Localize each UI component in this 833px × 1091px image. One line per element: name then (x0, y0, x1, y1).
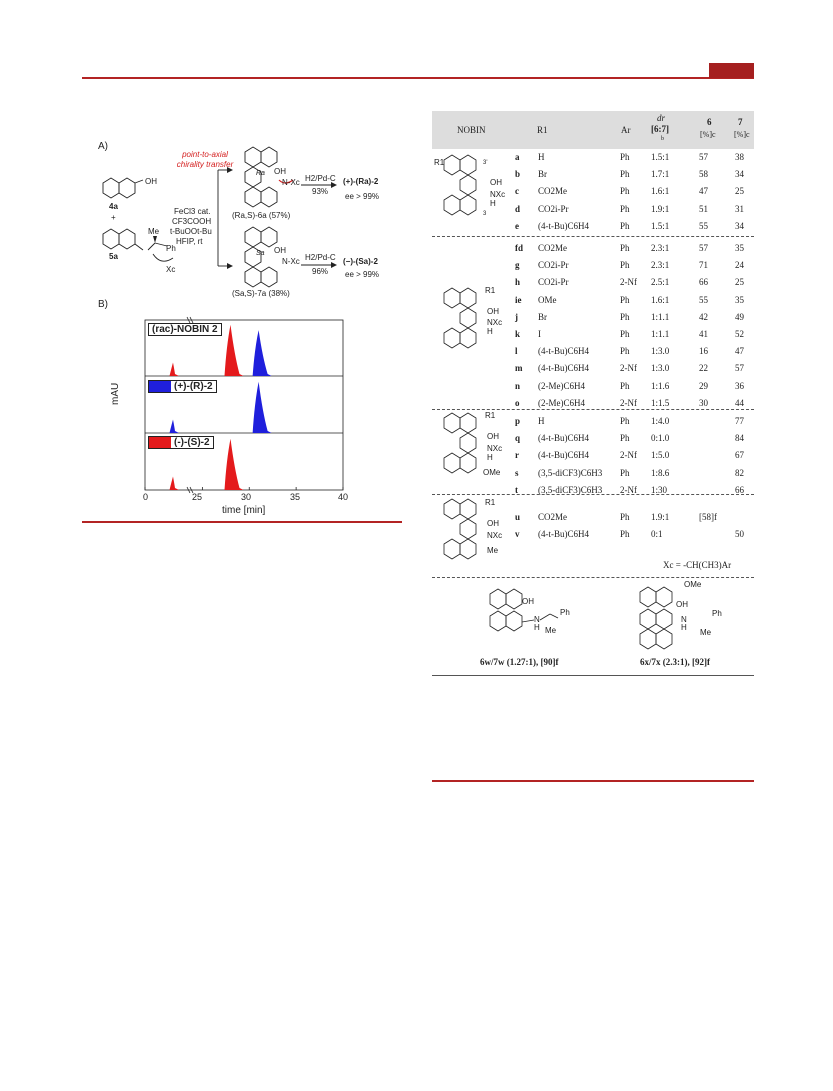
table-row (432, 309, 754, 327)
hplc-x-label: time [min] (222, 505, 266, 516)
cmpd6w-n: N (534, 615, 540, 624)
ar-cell: Ph (620, 152, 630, 162)
table-row (432, 183, 754, 201)
dr-cell: 1:5.0 (651, 450, 670, 461)
r1-cell: (2-Me)C6H4 (538, 397, 585, 408)
ar-cell: 2-Nf (620, 397, 637, 408)
hplc-peak (170, 420, 180, 434)
table-row (432, 509, 754, 527)
table-row (432, 292, 754, 310)
legend-r-text: (+)-(R)-2 (174, 381, 213, 392)
table-row (432, 360, 754, 378)
table-row (432, 526, 754, 544)
ar-cell: Ph (620, 433, 630, 444)
ar-cell: Ph (620, 329, 630, 339)
struct2-h: H (487, 327, 493, 336)
table-row (432, 166, 754, 184)
dr-cell: 2.3:1 (651, 260, 670, 271)
yield-6-cell: [58]f (699, 512, 717, 522)
yield-7-cell: 49 (735, 311, 744, 322)
table-bottom-rule (432, 675, 754, 676)
ph-label: Ph (166, 244, 176, 253)
r1-cell: (4-t-Bu)C6H4 (538, 220, 589, 231)
entry-id: q (515, 433, 521, 444)
ar-cell: Ph (620, 243, 630, 253)
legend-r-swatch (149, 381, 171, 392)
yield-7-cell: 84 (735, 433, 744, 444)
table-row (432, 257, 754, 275)
yield-7-cell: 36 (735, 380, 744, 391)
entry-id: b (515, 169, 521, 180)
dr-cell: 1:1.1 (651, 311, 670, 322)
x-tick-40: 40 (338, 492, 349, 502)
entry-id: u (515, 512, 521, 522)
struct2-nxc: NXc (487, 318, 503, 327)
compound-4a-label: 4a (109, 202, 118, 211)
yield-7-cell: 38 (735, 152, 744, 162)
table-row (432, 413, 754, 431)
r1-cell: (3,5-diCF3)C6H3 (538, 484, 603, 495)
yield-7-cell: 34 (735, 169, 744, 180)
legend-s-swatch (149, 437, 171, 448)
ar-cell: Ph (620, 346, 630, 357)
reagent-line-2: CF3COOH (172, 217, 212, 226)
cmpd6w-h: H (534, 623, 540, 632)
entry-id: c (515, 186, 519, 197)
entry-id: o (515, 397, 520, 408)
dr-cell: 1.7:1 (651, 169, 670, 180)
yield-7-cell: 66 (735, 484, 744, 495)
dr-cell: 2.5:1 (651, 277, 670, 288)
header-r1: R1 (537, 125, 548, 135)
header-dr-ratio: [6:7] (651, 124, 669, 134)
header-rule (82, 77, 754, 79)
r1-cell: CO2i-Pr (538, 203, 569, 214)
table-row (432, 465, 754, 483)
dr-cell: 1.5:1 (651, 220, 670, 231)
hplc-peak (225, 325, 244, 376)
ar-cell: Ph (620, 203, 630, 214)
struct4-r1: R1 (485, 498, 496, 507)
r1-cell: H (538, 152, 545, 162)
top-yield: 93% (312, 187, 329, 196)
yield-6-cell: 55 (699, 220, 708, 231)
cmpd6x-me: Me (700, 628, 712, 637)
cmpd6w-ph: Ph (560, 608, 570, 617)
yield-7-cell: 31 (735, 203, 744, 214)
compound-6w-caption: 6w/7w (1.27:1), [90]f (480, 657, 559, 667)
table-row (432, 201, 754, 219)
entry-id: k (515, 329, 521, 339)
header-nobin: NOBIN (457, 125, 486, 135)
axis-break (187, 317, 193, 493)
yield-7-cell: 34 (735, 220, 744, 231)
dr-cell: 1:1.5 (651, 397, 670, 408)
group-separator-3 (432, 494, 754, 495)
yield-6-cell: 57 (699, 243, 708, 253)
yield-6-cell: 41 (699, 329, 708, 339)
r1-cell: (3,5-diCF3)C6H3 (538, 467, 603, 478)
nxc-label-6a: N-Xc (282, 178, 300, 187)
dr-cell: 1.9:1 (651, 203, 670, 214)
table-row (432, 395, 754, 413)
ar-cell: Ph (620, 529, 630, 540)
dr-cell: 1.6:1 (651, 186, 670, 197)
ar-cell: Ph (620, 260, 630, 271)
cmpd6x-ph: Ph (712, 609, 722, 618)
yield-7-cell: 52 (735, 329, 744, 339)
struct4-oh: OH (487, 519, 499, 528)
hplc-chart (100, 310, 360, 510)
r1-cell: (4-t-Bu)C6H4 (538, 433, 589, 444)
yield-7-cell: 57 (735, 363, 744, 374)
yield-7-cell: 24 (735, 260, 744, 271)
transfer-label: point-to-axial chirality transfer (176, 150, 234, 169)
xc-label: Xc (166, 265, 176, 274)
ar-cell: Ph (620, 416, 630, 426)
compound-6x-caption: 6x/7x (2.3:1), [92]f (640, 657, 710, 667)
r1-cell: CO2i-Pr (538, 260, 569, 271)
cmpd6x-n: N (681, 615, 687, 624)
yield-6-cell: 55 (699, 294, 708, 305)
dr-cell: 1:1.1 (651, 329, 670, 339)
hplc-peak (225, 439, 244, 490)
hplc-y-label: mAU (110, 382, 121, 405)
panel-a-label: A) (98, 141, 108, 152)
entry-id: d (515, 203, 521, 214)
header-dr: dr (657, 113, 666, 123)
legend-rac-text: (rac)-NOBIN 2 (152, 324, 218, 335)
ar-cell: Ph (620, 220, 630, 231)
r1-cell: CO2i-Pr (538, 277, 569, 288)
product-7a-caption: (Sa,S)-7a (38%) (232, 289, 290, 298)
struct4-nxc: NXc (487, 531, 503, 540)
yield-7-cell: 67 (735, 450, 744, 461)
r1-cell: OMe (538, 294, 557, 305)
struct3-r1: R1 (485, 411, 496, 420)
yield-6-cell: 30 (699, 397, 708, 408)
right-column-rule (432, 780, 754, 782)
ar-cell: Ph (620, 294, 630, 305)
cmpd6x-h: H (681, 623, 687, 632)
legend-r (148, 380, 217, 393)
entry-id: l (515, 346, 518, 357)
group-separator-1 (432, 236, 754, 237)
dr-cell: 1.5:1 (651, 152, 670, 162)
entry-id: e (515, 220, 519, 231)
bottom-h2-reagent: H2/Pd-C (305, 253, 336, 262)
dr-cell: 1.9:1 (651, 512, 670, 522)
reagent-line-4: HFIP, rt (176, 237, 203, 246)
hplc-peak (170, 363, 180, 377)
nxc-label-7a: N-Xc (282, 257, 300, 266)
struct3-h: H (487, 453, 493, 462)
r1-cell: Br (538, 169, 547, 180)
struct1-r1: R1 (434, 158, 445, 167)
entry-id: s (515, 467, 519, 478)
plus-sign: + (111, 213, 116, 222)
cmpd6w-me: Me (545, 626, 557, 635)
legend-s (148, 436, 214, 449)
header-6: 6 (707, 117, 712, 127)
entry-id: j (515, 311, 518, 322)
yield-6-cell: 22 (699, 363, 708, 374)
ar-cell: Ph (620, 467, 630, 478)
yield-7-cell: 47 (735, 346, 744, 357)
oh-label-7a: OH (274, 246, 286, 255)
yield-7-cell: 50 (735, 529, 744, 540)
struct1-oh: OH (490, 178, 502, 187)
entry-id: r (515, 450, 519, 461)
r1-cell: Br (538, 311, 547, 322)
dr-cell: 1:3.0 (651, 363, 670, 374)
header-7: 7 (738, 117, 743, 127)
hplc-peak (253, 330, 272, 376)
reagent-line-3: t-BuOOt-Bu (170, 227, 212, 236)
hplc-peak (253, 382, 272, 433)
bottom-yield: 96% (312, 267, 329, 276)
dr-cell: 1:8.6 (651, 467, 670, 478)
legend-rac (148, 323, 222, 336)
table-row (432, 482, 754, 500)
struct2-oh: OH (487, 307, 499, 316)
cmpd6x-ome: OMe (684, 580, 702, 589)
table-row (432, 274, 754, 292)
table-row (432, 149, 754, 167)
entry-id: p (515, 416, 521, 426)
x-tick-25: 25 (192, 492, 203, 502)
table-row (432, 430, 754, 448)
ar-cell: Ph (620, 186, 630, 197)
x-tick-30: 30 (241, 492, 252, 502)
r1-cell: (2-Me)C6H4 (538, 380, 585, 391)
naphthylamine-structure (103, 229, 135, 249)
me-label: Me (148, 227, 160, 236)
oh-label-6a: OH (274, 167, 286, 176)
yield-7-cell: 35 (735, 294, 744, 305)
table-row (432, 218, 754, 236)
product-6a-structure (245, 147, 277, 207)
cmpd6x-oh: OH (676, 600, 688, 609)
entry-id: n (515, 380, 521, 391)
yield-7-cell: 35 (735, 243, 744, 253)
reagent-line-1: FeCl3 cat. (174, 207, 211, 216)
oh-label-4a: OH (145, 177, 157, 186)
dr-cell: 0:1 (651, 529, 663, 540)
ar-cell: 2-Nf (620, 450, 637, 461)
header-dr-note: b (661, 136, 664, 142)
entry-id: v (515, 529, 520, 540)
struct3-nxc: NXc (487, 444, 503, 453)
bottom-ee: ee > 99% (345, 270, 380, 279)
dr-cell: 1:1.6 (651, 380, 670, 391)
ar-cell: Ph (620, 169, 630, 180)
legend-s-text: (-)-(S)-2 (174, 437, 210, 448)
table-row (432, 240, 754, 258)
entry-id: t (515, 484, 518, 495)
r1-cell: (4-t-Bu)C6H4 (538, 529, 589, 540)
struct2-r1: R1 (485, 286, 496, 295)
struct1-3: 3 (483, 211, 487, 217)
ar-cell: 2-Nf (620, 277, 637, 288)
product-6a-caption: (Ra,S)-6a (57%) (232, 211, 291, 220)
entry-id: h (515, 277, 521, 288)
page-number-tab (709, 63, 754, 78)
yield-6-cell: 66 (699, 277, 708, 288)
xc-definition: Xc = -CH(CH3)Ar (663, 560, 732, 570)
yield-6-cell: 42 (699, 311, 708, 322)
ar-cell: Ph (620, 380, 630, 391)
entry-id: m (515, 363, 523, 374)
ar-cell: Ph (620, 512, 630, 522)
product-7a-structure (245, 227, 277, 287)
dr-cell: 1:4.0 (651, 416, 670, 426)
struct4-me: Me (487, 546, 499, 555)
r1-cell: H (538, 416, 545, 426)
r1-cell: (4-t-Bu)C6H4 (538, 363, 589, 374)
yield-7-cell: 44 (735, 397, 744, 408)
entry-id: a (515, 152, 520, 162)
header-ar: Ar (621, 125, 631, 135)
dr-cell: 1.6:1 (651, 294, 670, 305)
header-7-unit: [%]c (734, 130, 750, 139)
yield-6-cell: 16 (699, 346, 708, 357)
yield-6-cell: 57 (699, 152, 708, 162)
dr-cell: 0:1.0 (651, 433, 670, 444)
x-tick-0: 0 (143, 492, 149, 502)
left-column-rule (82, 521, 402, 523)
group-separator-4 (432, 577, 754, 578)
r1-cell: CO2Me (538, 243, 567, 253)
top-ee: ee > 99% (345, 192, 380, 201)
ar-cell: 2-Nf (620, 363, 637, 374)
naphthol-structure (103, 178, 135, 198)
struct1-3p: 3' (483, 160, 488, 166)
r1-cell: CO2Me (538, 186, 567, 197)
entry-id: g (515, 260, 520, 271)
ar-cell: 2-Nf (620, 484, 637, 495)
panel-b-label: B) (98, 299, 108, 310)
r1-cell: (4-t-Bu)C6H4 (538, 346, 589, 357)
r1-cell: I (538, 329, 541, 339)
yield-7-cell: 82 (735, 467, 744, 478)
struct1-nxc: NXc (490, 190, 506, 199)
struct3-ome: OMe (483, 468, 501, 477)
table-row (432, 343, 754, 361)
compound-5a-label: 5a (109, 252, 118, 261)
yield-7-cell: 25 (735, 186, 744, 197)
r1-cell: CO2Me (538, 512, 567, 522)
yield-6-cell: 29 (699, 380, 708, 391)
dr-cell: 1:30 (651, 484, 668, 495)
struct1-h: H (490, 199, 496, 208)
ar-cell: Ph (620, 311, 630, 322)
sa-label: Sa (256, 250, 265, 257)
ra-label: Ra (256, 170, 265, 177)
entry-id: ie (515, 294, 522, 305)
table-row (432, 378, 754, 396)
dr-cell: 1:3.0 (651, 346, 670, 357)
header-6-unit: [%]c (700, 130, 716, 139)
r1-cell: (4-t-Bu)C6H4 (538, 450, 589, 461)
bottom-result: (−)-(Sa)-2 (343, 257, 378, 266)
hplc-peak (170, 477, 180, 491)
yield-6-cell: 71 (699, 260, 708, 271)
x-tick-35: 35 (290, 492, 301, 502)
yield-6-cell: 47 (699, 186, 708, 197)
table-row (432, 326, 754, 344)
entry-id: fd (515, 243, 524, 253)
yield-7-cell: 25 (735, 277, 744, 288)
table-row (432, 447, 754, 465)
top-h2-reagent: H2/Pd-C (305, 174, 336, 183)
cmpd6w-oh: OH (522, 597, 534, 606)
yield-6-cell: 51 (699, 203, 708, 214)
dr-cell: 2.3:1 (651, 243, 670, 253)
yield-6-cell: 58 (699, 169, 708, 180)
group-separator-2 (432, 409, 754, 410)
yield-7-cell: 77 (735, 416, 744, 426)
top-result: (+)-(Ra)-2 (343, 177, 379, 186)
struct3-oh: OH (487, 432, 499, 441)
